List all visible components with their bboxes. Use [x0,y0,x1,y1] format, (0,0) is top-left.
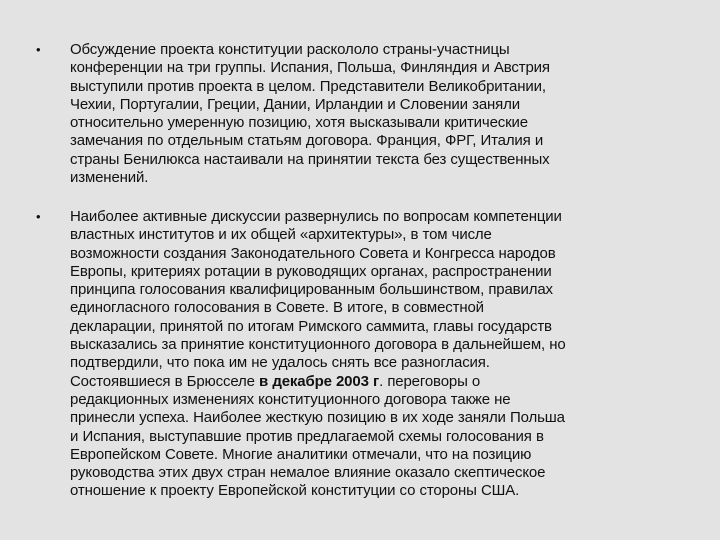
paragraph-line-with-date [70,373,682,391]
paragraph-line: руководства этих двух стран немалое влияние оказало скептическое [70,464,546,482]
paragraph-line: Европы, критериях ротации в руководящих органах, распространении [70,262,552,280]
paragraph-line: Чехии, Португалии, Греции, Дании, Ирландии и Словении заняли [70,95,520,113]
paragraph-line: высказались за принятие конституционного договора в дальнейшем, но [70,336,566,354]
paragraph-line: принесли успеха. Наиболее жесткую позицию в их ходе заняли Польша [70,409,565,427]
bullet-marker: • [36,42,41,57]
paragraph-line: принципа голосования квалифицированным большинством, правилах [70,281,553,299]
paragraph-line: изменений. [70,169,149,187]
paragraph-line: декларации, принятой по итогам Римского саммита, главы государств [70,317,552,335]
paragraph-line: Наиболее активные дискуссии развернулись по вопросам компетенции [70,208,562,225]
paragraph-line: редакционных изменениях конституционного договора также не [70,390,511,408]
paragraph-line: конференции на три группы. Испания, Польша, Финляндия и Австрия [70,59,550,77]
paragraph-line: Обсуждение проекта конституции раскололо страны-участницы [70,41,510,58]
paragraph-line: единогласного голосования в Совете. В итоге, в совместной [70,299,484,317]
paragraph-line: подтвердили, что пока им не удалось снять все разногласия. [70,354,490,372]
paragraph-line: Европейском Совете. Многие аналитики отмечали, что на позицию [70,445,532,463]
bullet-paragraph [70,208,682,501]
paragraph-line: властных институтов и их общей «архитектуры», в том числе [70,226,492,244]
paragraph-line: и Испания, выступавшие против предлагаемой схемы голосования в [70,427,544,445]
paragraph-line: возможности создания Законодательного Совета и Конгресса народов [70,244,556,262]
line-text-after-date: . переговоры о [379,372,481,390]
paragraph-line: выступили против проекта в целом. Представители Великобритании, [70,77,546,95]
paragraph-line: страны Бенилюкса настаивали на принятии текста без существенных [70,150,550,168]
paragraph-line: замечания по отдельным статьям договора. Франция, ФРГ, Италия и [70,132,544,150]
bullet-paragraph [70,41,682,187]
paragraph-line: отношение к проекту Европейской конституции со стороны США. [70,482,520,500]
bold-date: в декабре 2003 г [259,372,380,390]
paragraph-line: относительно умеренную позицию, хотя высказывали критические [70,114,528,132]
line-text-before-date: Состоявшиеся в Брюсселе [70,372,260,390]
bullet-marker: • [36,209,41,224]
